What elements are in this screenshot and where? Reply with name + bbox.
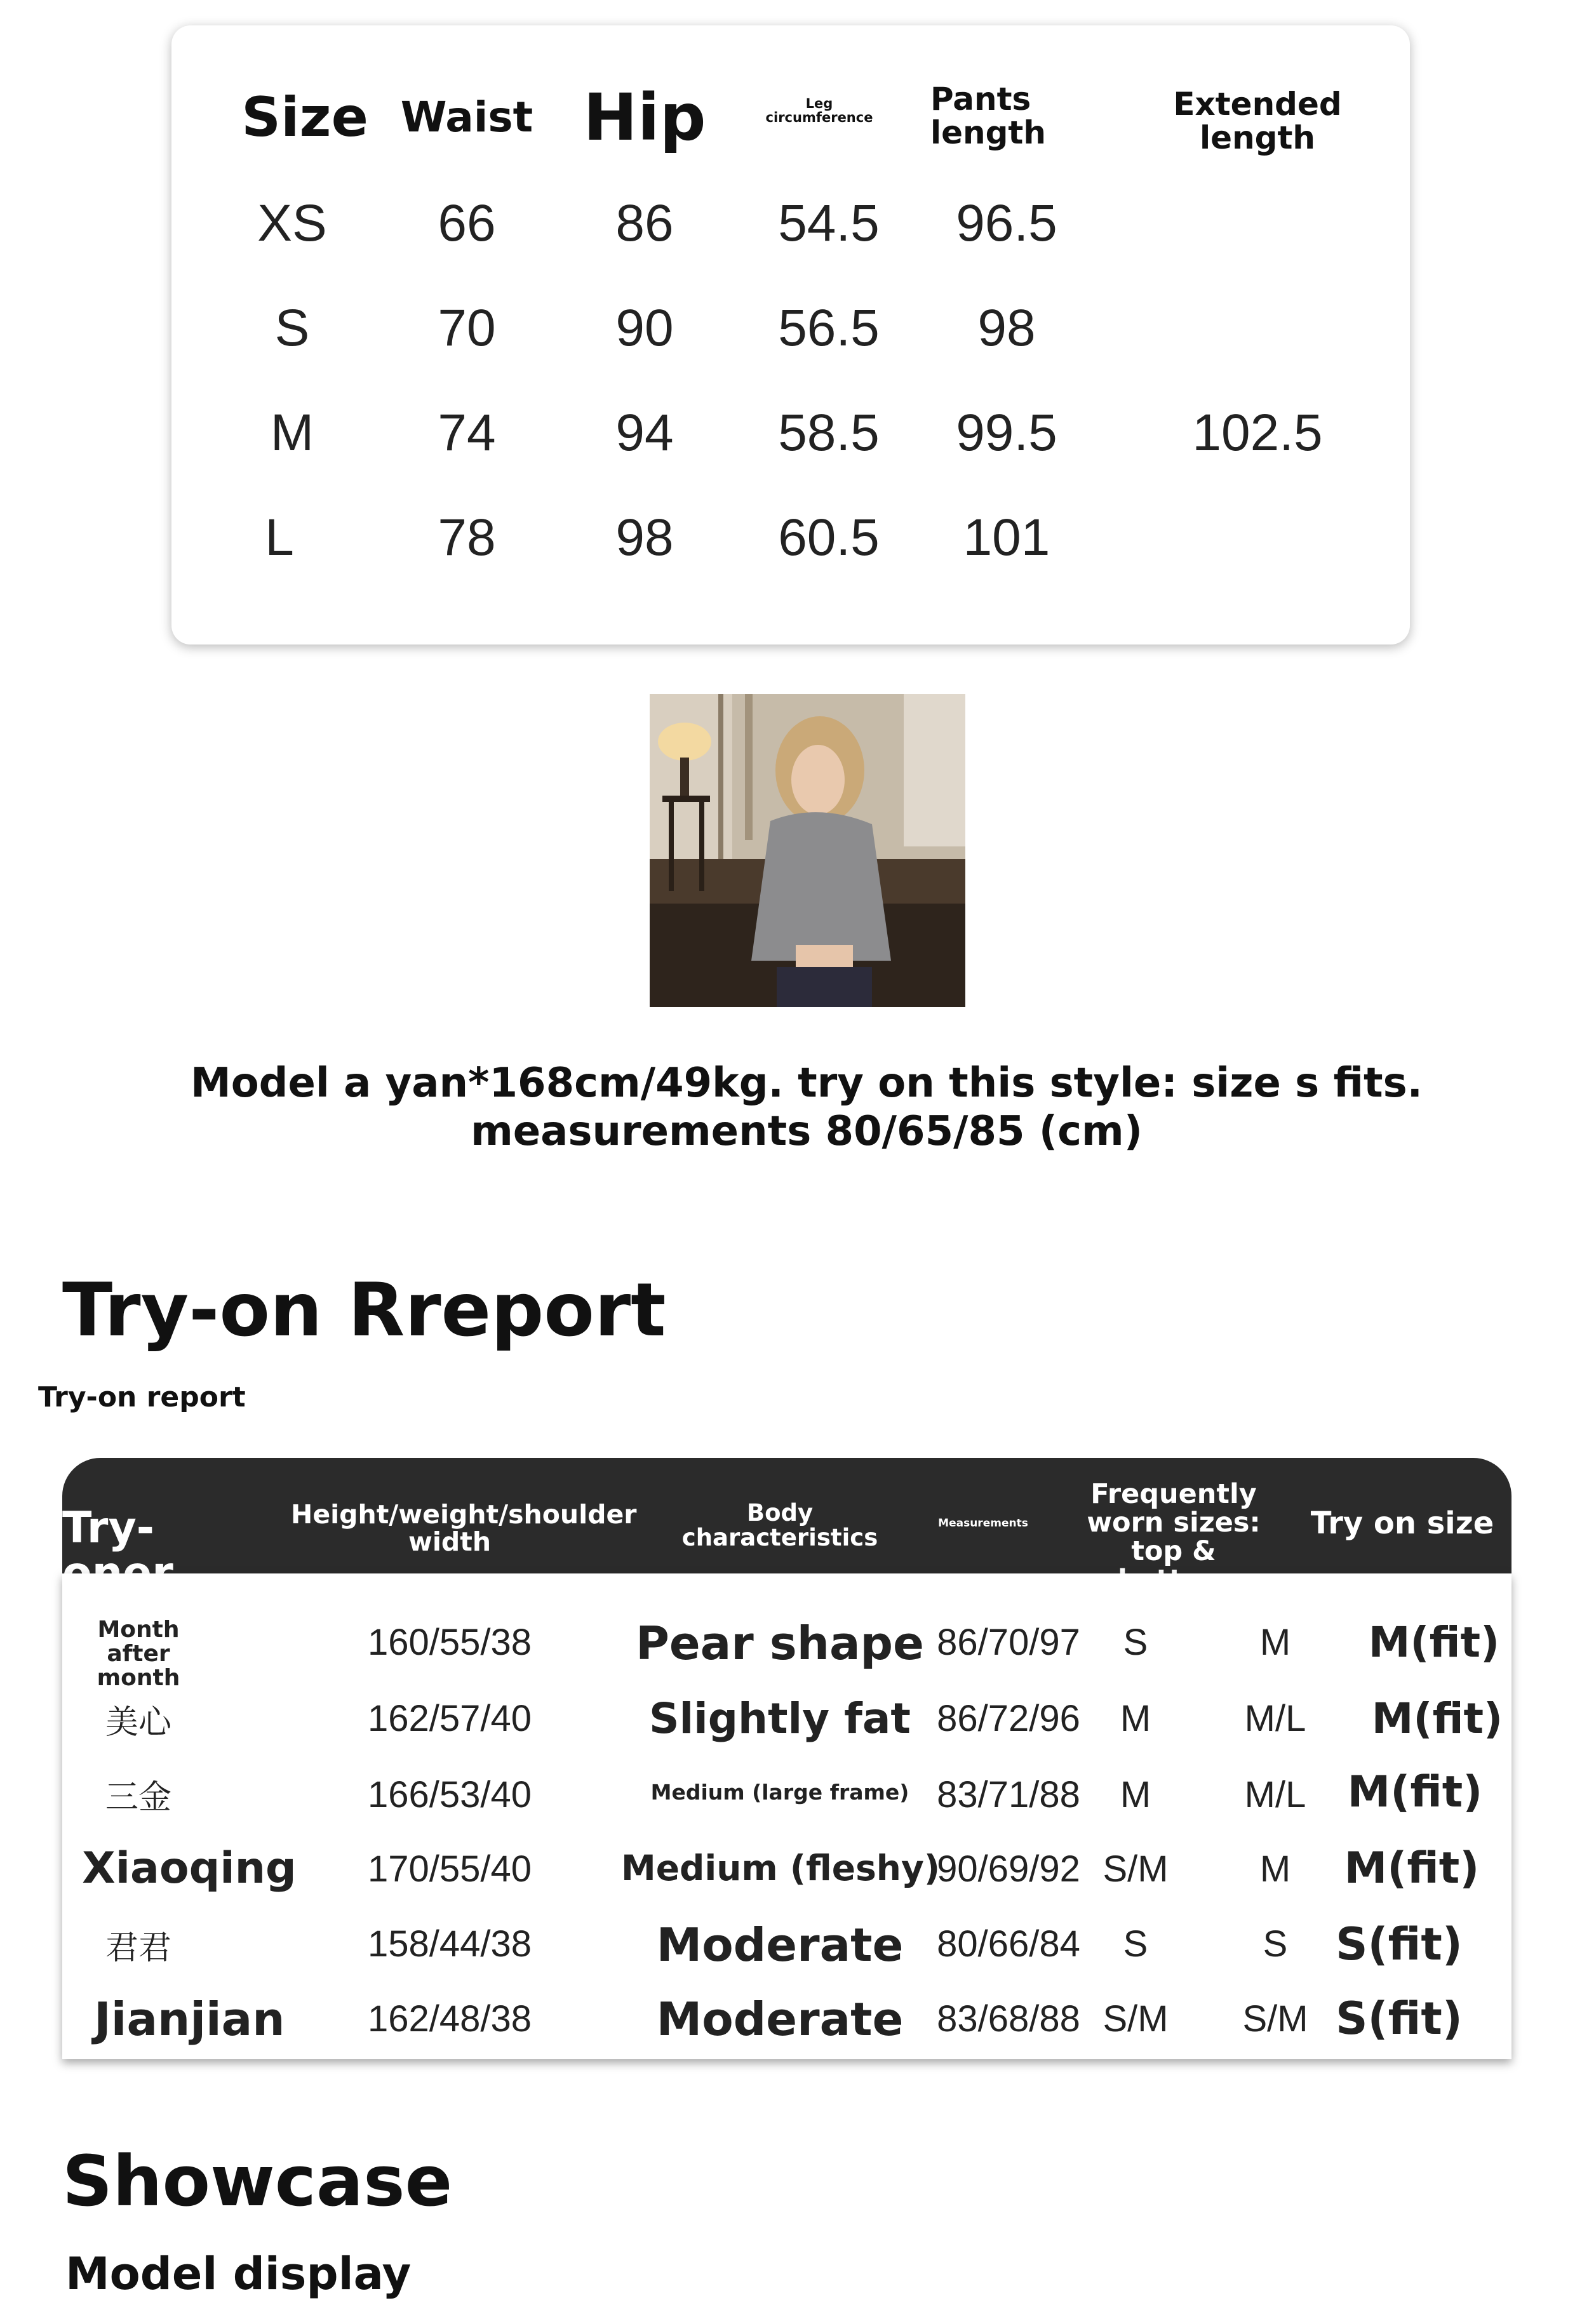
tryon-row-4-bottom: M bbox=[1259, 1848, 1291, 1890]
leg-circumference-header: Leg circumference bbox=[765, 96, 873, 126]
tryon-row-3-meas: 83/71/88 bbox=[937, 1774, 1080, 1815]
row-m-waist: 74 bbox=[438, 404, 496, 462]
row-l-hip: 98 bbox=[615, 509, 674, 566]
tryon-row-4-body: Medium (fleshy) bbox=[621, 1848, 940, 1888]
tryon-row-6-meas: 83/68/88 bbox=[937, 1998, 1080, 2040]
tryon-row-4-fit: M(fit) bbox=[1344, 1843, 1480, 1893]
row-xs-leg: 54.5 bbox=[778, 194, 880, 252]
size-chart-card bbox=[171, 25, 1410, 644]
tryon-table-body bbox=[62, 1573, 1511, 2059]
tryon-row-2-top: M bbox=[1120, 1698, 1151, 1739]
size-header: Size bbox=[241, 86, 368, 149]
showcase-subtitle: Model display bbox=[65, 2248, 412, 2300]
tryon-row-6-body: Moderate bbox=[656, 1993, 904, 2046]
tryon-row-3-fit: M(fit) bbox=[1347, 1767, 1483, 1817]
row-m-size: M bbox=[270, 404, 314, 462]
row-s-leg: 56.5 bbox=[778, 299, 880, 357]
report-subtitle: Try-on report bbox=[38, 1381, 246, 1413]
row-xs-pants: 96.5 bbox=[956, 194, 1057, 252]
tryon-row-4-meas: 90/69/92 bbox=[937, 1848, 1080, 1890]
tryon-size-header: Try on size bbox=[1310, 1506, 1494, 1541]
model-photo-illustration bbox=[650, 694, 965, 1007]
tryon-table-header bbox=[62, 1458, 1511, 1573]
row-m-leg: 58.5 bbox=[778, 404, 880, 462]
row-xs-waist: 66 bbox=[438, 194, 496, 252]
tryon-row-2-meas: 86/72/96 bbox=[937, 1698, 1080, 1739]
tryon-row-1-meas: 86/70/97 bbox=[937, 1622, 1080, 1663]
hip-header: Hip bbox=[583, 80, 706, 156]
tryon-row-6-bottom: S/M bbox=[1242, 1998, 1308, 2040]
tryon-row-4-hws: 170/55/40 bbox=[367, 1848, 532, 1890]
tryon-row-3-top: M bbox=[1120, 1774, 1151, 1815]
model-photo bbox=[650, 694, 965, 1007]
tryon-row-1-body: Pear shape bbox=[636, 1617, 924, 1670]
tryon-row-6-hws: 162/48/38 bbox=[367, 1998, 532, 2040]
row-m-extended: 102.5 bbox=[1192, 404, 1323, 462]
tryon-row-6-top: S/M bbox=[1102, 1998, 1169, 2040]
tryon-row-5-top: S bbox=[1123, 1923, 1148, 1965]
measurements-header: Measurements bbox=[938, 1517, 1028, 1530]
tryon-row-5-bottom: S bbox=[1263, 1923, 1288, 1965]
waist-header: Waist bbox=[400, 93, 533, 142]
tryon-row-5-fit: S(fit) bbox=[1336, 1918, 1463, 1970]
tryon-row-4-top: S/M bbox=[1102, 1848, 1169, 1890]
tryon-row-5-body: Moderate bbox=[656, 1918, 904, 1972]
row-l-leg: 60.5 bbox=[778, 509, 880, 566]
tryon-row-2-name: 美心 bbox=[105, 1704, 171, 1742]
tryon-row-5-hws: 158/44/38 bbox=[367, 1923, 532, 1965]
model-caption: Model a yan*168cm/49kg. try on this style: size s fits. measurements 80/65/85 (cm) bbox=[191, 1060, 1423, 1155]
tryon-row-1-top: S bbox=[1123, 1622, 1148, 1663]
tryon-row-4-name: Xiaoqing bbox=[82, 1843, 297, 1893]
pants-length-header: Pants length bbox=[930, 81, 1046, 151]
tryon-row-1-bottom: M bbox=[1259, 1622, 1291, 1663]
row-s-size: S bbox=[274, 299, 310, 357]
tryon-row-6-fit: S(fit) bbox=[1336, 1993, 1463, 2045]
tryon-row-2-bottom: M/L bbox=[1244, 1698, 1306, 1739]
row-l-waist: 78 bbox=[438, 509, 496, 566]
row-m-hip: 94 bbox=[615, 404, 674, 462]
tryon-row-5-meas: 80/66/84 bbox=[937, 1923, 1080, 1965]
row-s-waist: 70 bbox=[438, 299, 496, 357]
tryon-row-3-hws: 166/53/40 bbox=[367, 1774, 532, 1815]
row-l-pants: 101 bbox=[963, 509, 1050, 566]
tryon-row-3-name: 三金 bbox=[105, 1779, 171, 1817]
tryoner-header: Try- bbox=[62, 1503, 154, 1553]
row-xs-size: XS bbox=[257, 194, 327, 252]
tryon-row-1-fit: M(fit) bbox=[1368, 1618, 1500, 1667]
tryon-row-5-name: 君君 bbox=[105, 1929, 171, 1967]
tryon-row-2-fit: M(fit) bbox=[1371, 1694, 1503, 1743]
report-title: Try-on Rreport bbox=[62, 1267, 666, 1353]
tryon-row-2-hws: 162/57/40 bbox=[367, 1698, 532, 1739]
tryon-row-3-body: Medium (large frame) bbox=[650, 1780, 909, 1805]
showcase-title: Showcase bbox=[62, 2140, 453, 2222]
tryon-row-1-hws: 160/55/38 bbox=[367, 1622, 532, 1663]
hws-header: Height/weight/shoulder width bbox=[291, 1499, 637, 1558]
row-s-pants: 98 bbox=[977, 299, 1036, 357]
worn-sizes-header: Frequently worn sizes: top & bbox=[1087, 1478, 1261, 1568]
extended-length-header: Extended length bbox=[1173, 86, 1342, 156]
row-xs-hip: 86 bbox=[615, 194, 674, 252]
row-m-pants: 99.5 bbox=[956, 404, 1057, 462]
row-l-size: L bbox=[265, 509, 294, 566]
tryon-row-2-body: Slightly fat bbox=[649, 1694, 911, 1743]
tryon-row-1-name: Month after month bbox=[97, 1617, 180, 1691]
body-header: Body characteristics bbox=[681, 1499, 878, 1551]
tryon-row-3-bottom: M/L bbox=[1244, 1774, 1306, 1815]
row-s-hip: 90 bbox=[615, 299, 674, 357]
tryon-row-6-name: Jianjian bbox=[94, 1993, 285, 2046]
